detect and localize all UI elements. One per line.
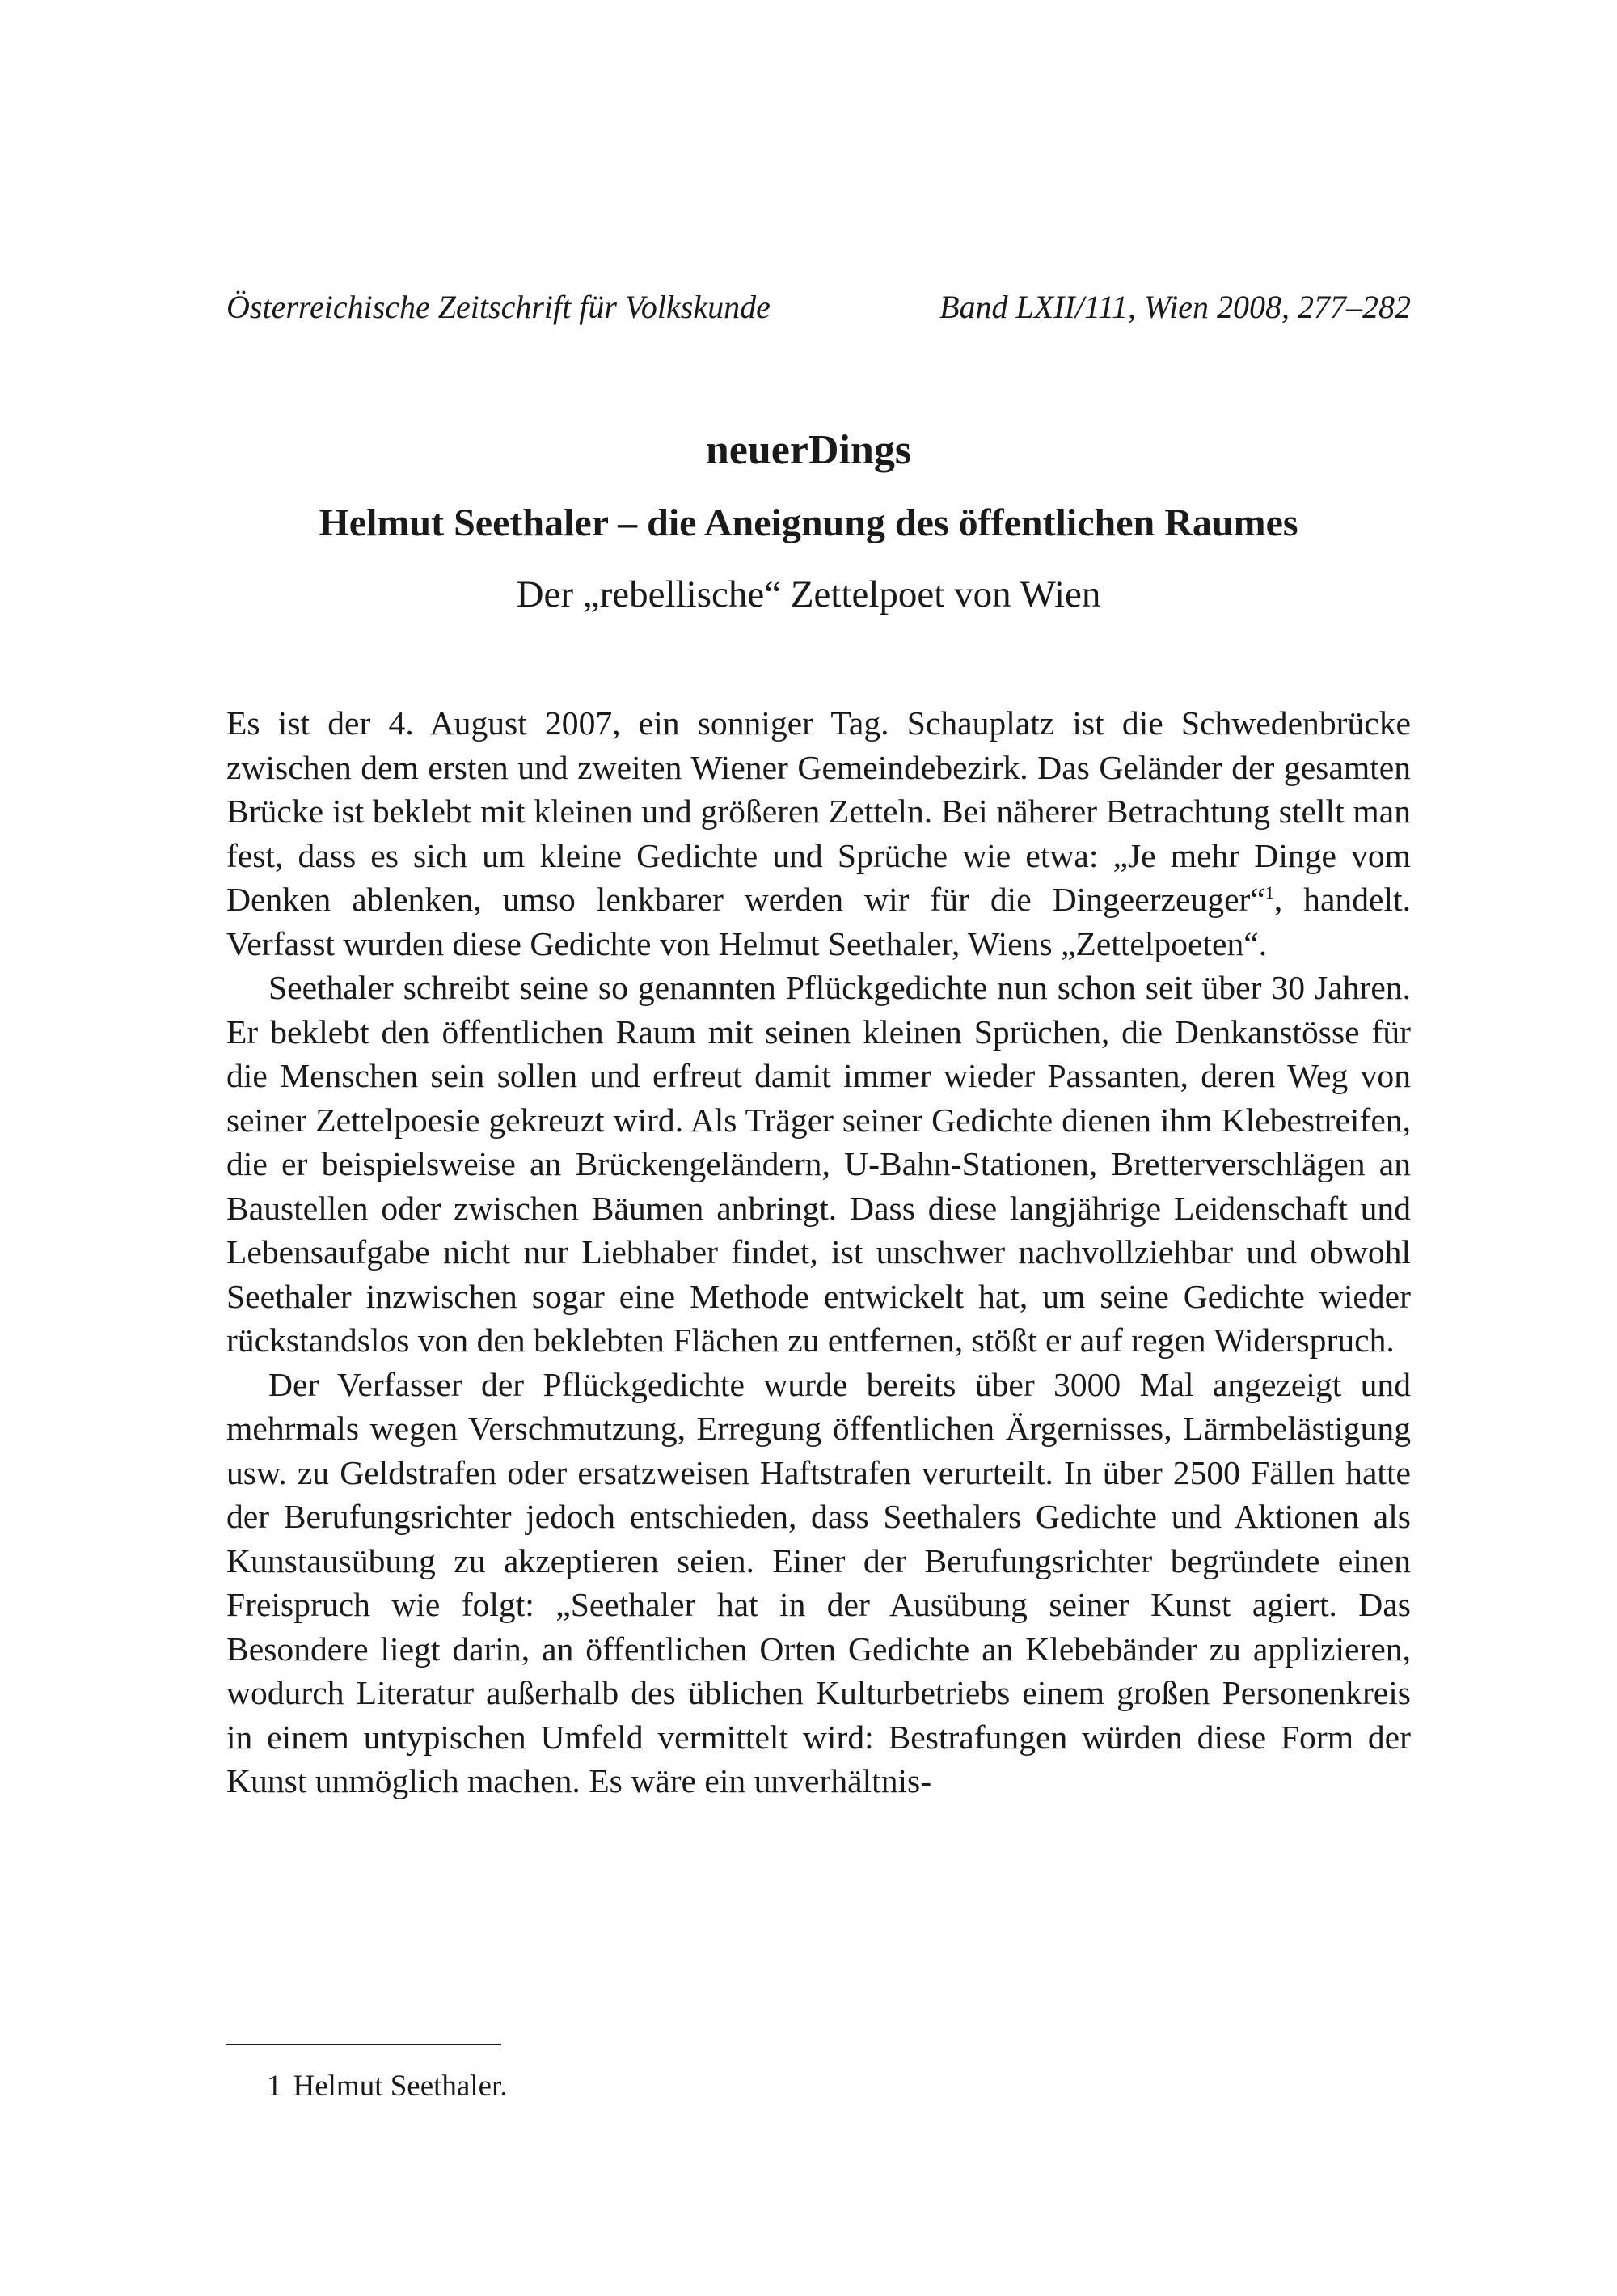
footnote-text: Helmut Seethaler.	[293, 2070, 508, 2103]
running-header	[226, 287, 1411, 328]
paragraph-text: Es ist der 4. August 2007, ein sonniger Tag. Schauplatz ist die Schwedenbrücke zwischen dem ersten und zweiten Wiener Gemeindebezirk. Das Geländer der gesamten Brücke ist beklebt mit kleinen und größeren Zetteln. Bei näherer Betrachtung stellt man fest, dass es sich um kleine Gedichte und Sprüche wie etwa: „Je mehr Dinge vom Denken ablenken, umso lenkbarer werden wir für die Dingeerzeuger“	[226, 704, 1411, 918]
footnote	[267, 2066, 508, 2107]
footnote-divider	[226, 2044, 501, 2045]
section-title: neuerDings	[705, 427, 912, 473]
article-title: Helmut Seethaler – die Aneignung des öffentlichen Raumes	[319, 501, 1298, 544]
paragraph-text: , handelt. Verfasst wurden diese Gedichte von Helmut Seethaler, Wiens „Zettelpoeten“.	[226, 881, 1411, 962]
article-subtitle: Der „rebellische“ Zettelpoet von Wien	[516, 573, 1101, 615]
article-body	[226, 701, 1411, 1803]
paragraph: Seethaler schreibt seine so genannten Pflückgedichte nun schon seit über 30 Jahren. Er beklebt den öffentlichen Raum mit seinen kleinen Sprüchen, die Denkanstösse für die Menschen sein sollen und erfreut damit immer wieder Passanten, deren Weg von seiner Zettelpoesie gekreuzt wird. Als Träger seiner Gedichte dienen ihm Klebestreifen, die er beispielsweise an Brückengeländern, U-Bahn-Stationen, Bretterverschlägen an Baustellen oder zwischen Bäumen anbringt. Dass diese langjährige Leidenschaft und Lebensaufgabe nicht nur Liebhaber findet, ist unschwer nachvollziehbar und obwohl Seethaler inzwischen sogar eine Methode entwickelt hat, um seine Gedichte wieder rückstandslos von den beklebten Flächen zu entfernen, stößt er auf regen Widerspruch.	[226, 969, 1411, 1359]
footnote-reference: 1	[1264, 882, 1274, 903]
paragraph: Der Verfasser der Pflückgedichte wurde bereits über 3000 Mal angezeigt und mehrmals wegen Verschmutzung, Erregung öffentlichen Ärgernisses, Lärmbelästigung usw. zu Geldstrafen oder ersatzweisen Haftstrafen verurteilt. In über 2500 Fällen hatte der Berufungsrichter jedoch entschieden, dass Seethalers Gedichte und Aktionen als Kunstausübung zu akzeptieren seien. Einer der Berufungsrichter begründete einen Freispruch wie folgt: „Seethaler hat in der Ausübung seiner Kunst agiert. Das Besondere liegt darin, an öffentlichen Orten Gedichte an Klebebänder zu applizieren, wodurch Literatur außerhalb des üblichen Kulturbetriebs einem großen Personenkreis in einem untypischen Umfeld vermittelt wird: Bestrafungen würden diese Form der Kunst unmöglich machen. Es wäre ein unverhältnis-	[226, 1365, 1411, 1799]
footnote-number: 1	[267, 2070, 282, 2103]
paragraph	[226, 701, 1411, 966]
journal-name: Österreichische Zeitschrift für Volkskunde	[226, 289, 771, 325]
volume-info: Band LXII/111, Wien 2008, 277–282	[939, 289, 1411, 325]
